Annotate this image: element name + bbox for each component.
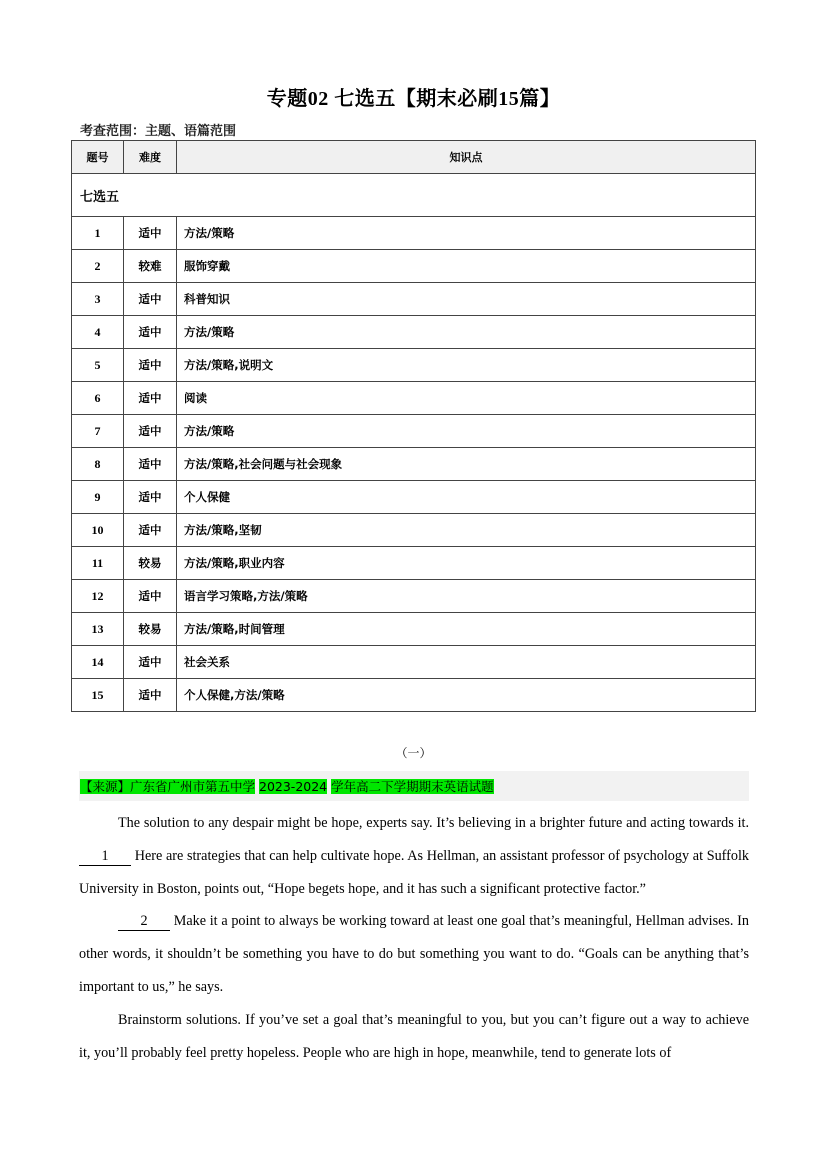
row-difficulty: 适中 bbox=[124, 448, 177, 481]
row-number: 4 bbox=[72, 316, 124, 349]
row-knowledge: 科普知识 bbox=[177, 283, 756, 316]
row-number: 3 bbox=[72, 283, 124, 316]
row-difficulty: 适中 bbox=[124, 481, 177, 514]
passage bbox=[79, 807, 749, 1069]
row-knowledge: 方法/策略 bbox=[177, 217, 756, 250]
source-school: 【来源】广东省广州市第五中学 bbox=[80, 779, 256, 794]
table-row bbox=[72, 481, 756, 514]
row-number: 5 bbox=[72, 349, 124, 382]
table-row bbox=[72, 316, 756, 349]
row-difficulty: 适中 bbox=[124, 646, 177, 679]
row-knowledge: 个人保健,方法/策略 bbox=[177, 679, 756, 712]
row-knowledge: 方法/策略,说明文 bbox=[177, 349, 756, 382]
row-number: 10 bbox=[72, 514, 124, 547]
row-difficulty: 适中 bbox=[124, 217, 177, 250]
row-difficulty: 适中 bbox=[124, 283, 177, 316]
table-row bbox=[72, 613, 756, 646]
paragraph-1-text-a: The solution to any despair might be hope, experts say. It’s believing in a brighter future and acting towards it. bbox=[118, 815, 749, 831]
paragraph-1 bbox=[79, 807, 749, 905]
table-row bbox=[72, 250, 756, 283]
source-year: 2023-2024 bbox=[259, 779, 328, 794]
header-difficulty: 难度 bbox=[124, 141, 177, 174]
paragraph-3: Brainstorm solutions. If you’ve set a goal that’s meaningful to you, but you can’t figure out a way to achieve it, you’ll probably feel pretty hopeless. People who are high in hope, meanwhile, tend to generate lots of bbox=[79, 1011, 749, 1061]
table-row bbox=[72, 217, 756, 250]
row-number: 14 bbox=[72, 646, 124, 679]
row-number: 12 bbox=[72, 580, 124, 613]
row-number: 6 bbox=[72, 382, 124, 415]
row-number: 8 bbox=[72, 448, 124, 481]
blank-2: 2 bbox=[118, 912, 170, 931]
row-number: 15 bbox=[72, 679, 124, 712]
row-knowledge: 语言学习策略,方法/策略 bbox=[177, 580, 756, 613]
row-knowledge: 个人保健 bbox=[177, 481, 756, 514]
row-number: 7 bbox=[72, 415, 124, 448]
row-difficulty: 较易 bbox=[124, 613, 177, 646]
part-label: （一） bbox=[395, 746, 432, 760]
table-section-row bbox=[72, 174, 756, 217]
paragraph-2-text: Make it a point to always be working toward at least one goal that’s meaningful, Hellman advises. In other words, it shouldn’t be something you have to do but something you want to do. “Goals can be anything that’s important to us,” he says. bbox=[79, 913, 750, 995]
table-row bbox=[72, 547, 756, 580]
exam-scope: 考查范围：主题、语篇范围 bbox=[80, 124, 237, 139]
row-knowledge: 服饰穿戴 bbox=[177, 250, 756, 283]
row-number: 2 bbox=[72, 250, 124, 283]
header-knowledge: 知识点 bbox=[177, 141, 756, 174]
source-line bbox=[80, 777, 494, 795]
row-knowledge: 方法/策略,坚韧 bbox=[177, 514, 756, 547]
page-title: 专题02 七选五【期末必刷15篇】 bbox=[266, 88, 561, 110]
table-row bbox=[72, 679, 756, 712]
table-row bbox=[72, 349, 756, 382]
paragraph-1-text-b: Here are strategies that can help cultivate hope. As Hellman, an assistant professor of psychology at Suffolk University in Boston, points out, “Hope begets hope, and it has such a significant protective factor.” bbox=[79, 847, 750, 897]
table-row bbox=[72, 283, 756, 316]
table-row bbox=[72, 415, 756, 448]
header-number: 题号 bbox=[72, 141, 124, 174]
table-header-row bbox=[72, 141, 756, 174]
blank-1: 1 bbox=[79, 847, 131, 866]
row-number: 11 bbox=[72, 547, 124, 580]
row-difficulty: 适中 bbox=[124, 679, 177, 712]
row-knowledge: 方法/策略,社会问题与社会现象 bbox=[177, 448, 756, 481]
row-difficulty: 适中 bbox=[124, 349, 177, 382]
row-knowledge: 方法/策略,职业内容 bbox=[177, 547, 756, 580]
table-row bbox=[72, 382, 756, 415]
row-number: 1 bbox=[72, 217, 124, 250]
source-exam: 学年高二下学期期末英语试题 bbox=[331, 779, 494, 794]
row-difficulty: 较难 bbox=[124, 250, 177, 283]
row-number: 13 bbox=[72, 613, 124, 646]
row-knowledge: 阅读 bbox=[177, 382, 756, 415]
table-row bbox=[72, 646, 756, 679]
row-difficulty: 适中 bbox=[124, 580, 177, 613]
table-row bbox=[72, 448, 756, 481]
row-difficulty: 较易 bbox=[124, 547, 177, 580]
row-knowledge: 方法/策略,时间管理 bbox=[177, 613, 756, 646]
row-number: 9 bbox=[72, 481, 124, 514]
row-difficulty: 适中 bbox=[124, 415, 177, 448]
section-label: 七选五 bbox=[72, 174, 756, 217]
paragraph-2 bbox=[79, 905, 749, 1003]
row-difficulty: 适中 bbox=[124, 382, 177, 415]
row-knowledge: 方法/策略 bbox=[177, 415, 756, 448]
knowledge-table bbox=[71, 140, 756, 712]
row-difficulty: 适中 bbox=[124, 316, 177, 349]
row-knowledge: 社会关系 bbox=[177, 646, 756, 679]
row-difficulty: 适中 bbox=[124, 514, 177, 547]
table-row bbox=[72, 580, 756, 613]
table-row bbox=[72, 514, 756, 547]
row-knowledge: 方法/策略 bbox=[177, 316, 756, 349]
